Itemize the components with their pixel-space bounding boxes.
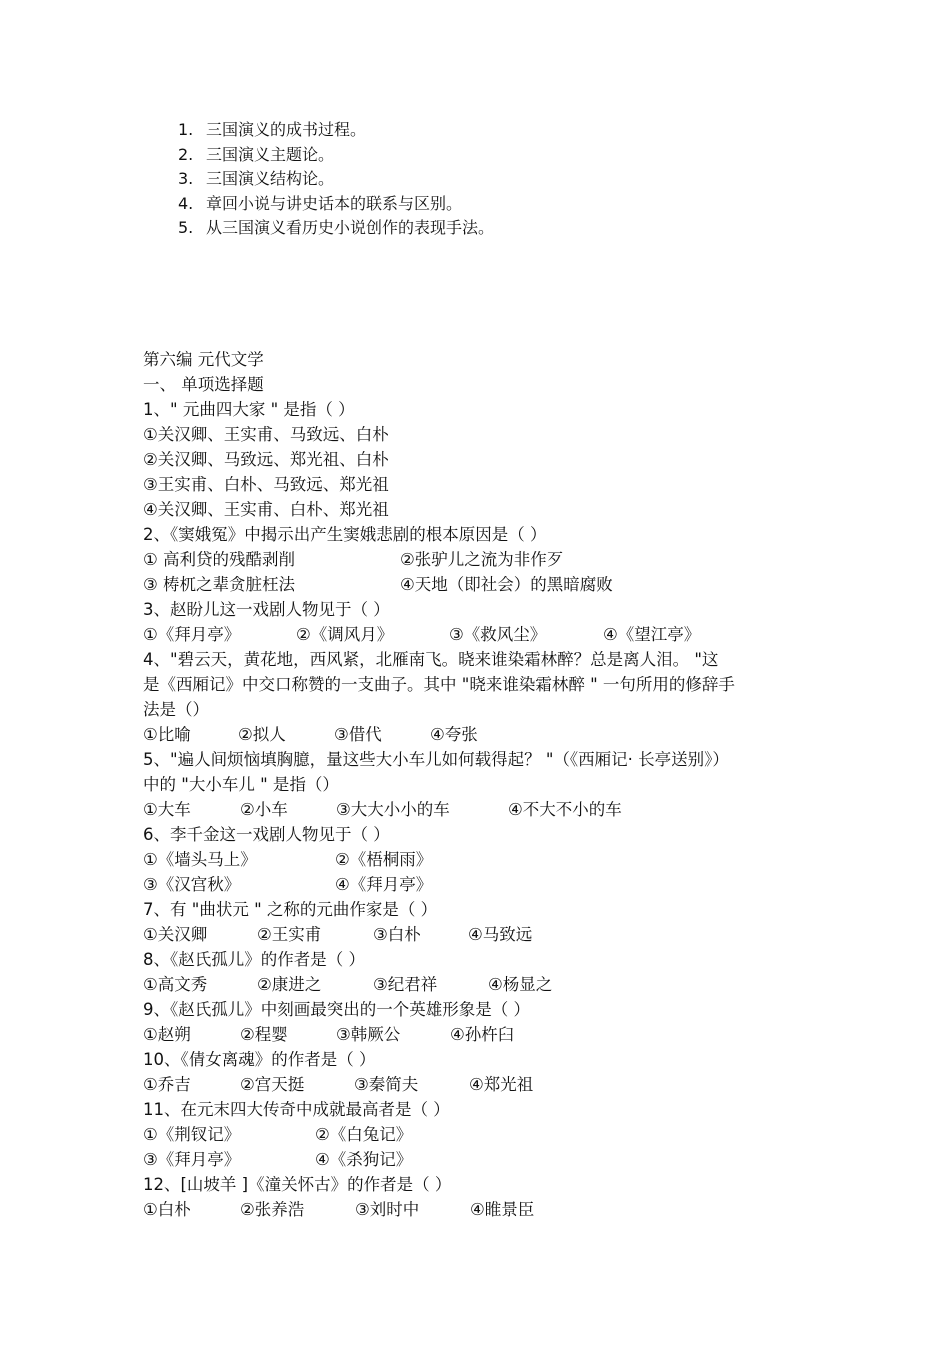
answer-option: ④睢景臣 [470,1200,535,1219]
topic-text: 章回小说与讲史话本的联系与区别。 [206,193,463,213]
answer-option: ④《拜月亭》 [335,875,433,894]
answer-option: ④郑光祖 [469,1075,534,1094]
option-row [143,1022,823,1047]
answer-option: ③ 梼杌之辈贪脏枉法 [143,575,296,594]
answer-option: ① 高利贷的残酷剥削 [143,550,296,569]
option-row [143,1072,823,1097]
answer-option: ④关汉卿、王实甫、白朴、郑光祖 [143,500,389,519]
question-stem-line: 5、"遍人间烦恼填胸臆，量这些大小车儿如何载得起？ "（《西厢记· 长亭送别》） [143,750,729,769]
answer-option: ①《荆钗记》 [143,1125,241,1144]
section-title: 第六编 元代文学 [143,350,264,369]
answer-option: ②张驴儿之流为非作歹 [400,550,564,569]
answer-option: ③《汉宫秋》 [143,875,241,894]
topic-item: 1. 三国演义的成书过程。 [178,120,367,139]
topic-item: 5. 从三国演义看历史小说创作的表现手法。 [178,218,495,237]
option-row [143,922,823,947]
answer-option: ④夸张 [430,725,478,744]
answer-option: ①白朴 [143,1200,191,1219]
option-row [143,872,823,897]
answer-option: ②张养浩 [240,1200,305,1219]
answer-option: ③借代 [334,725,382,744]
discussion-topic-list [178,118,494,241]
answer-option: ③白朴 [373,925,421,944]
answer-option: ②《调风月》 [296,625,394,644]
answer-option: ②关汉卿、马致远、郑光祖、白朴 [143,450,389,469]
answer-option: ③《拜月亭》 [143,1150,241,1169]
chapter-content [143,347,823,1222]
answer-option: ②程婴 [240,1025,288,1044]
option-row [143,847,823,872]
question-stem: 10、《倩女离魂》的作者是（ ） [143,1050,376,1069]
answer-option: ②《梧桐雨》 [335,850,433,869]
option-row [143,622,823,647]
answer-option: ②小车 [240,800,288,819]
answer-option: ③刘时中 [355,1200,420,1219]
question-stem: 7、有 "曲状元 " 之称的元曲作家是（ ） [143,900,438,919]
option-row [143,722,823,747]
answer-option: ④孙杵臼 [450,1025,515,1044]
question-stem-line: 是《西厢记》中交口称赞的一支曲子。其中 "晓来谁染霜林醉 " 一句所用的修辞手 [143,675,735,694]
option-row [143,1197,823,1222]
option-row [143,797,823,822]
answer-option: ②康进之 [257,975,322,994]
topic-item: 2. 三国演义主题论。 [178,144,335,164]
question-stem: 9、《赵氏孤儿》中刻画最突出的一个英雄形象是（ ） [143,1000,530,1019]
answer-option: ①《拜月亭》 [143,625,241,644]
answer-option: ①关汉卿、王实甫、马致远、白朴 [143,425,389,444]
answer-option: ③大大小小的车 [336,800,450,819]
topic-text: 从三国演义看历史小说创作的表现手法。 [206,218,495,237]
answer-option: ②《白兔记》 [315,1125,413,1144]
answer-option: ①高文秀 [143,975,208,994]
answer-option: ①大车 [143,800,191,819]
option-row [143,547,823,572]
answer-option: ②王实甫 [257,925,322,944]
option-row [143,572,823,597]
question-stem: 3、赵盼儿这一戏剧人物见于（ ） [143,600,390,619]
question-stem: 12、[山坡羊 ]《潼关怀古》的作者是（ ） [143,1175,452,1194]
topic-text: 三国演义的成书过程。 [206,120,367,139]
answer-option: ①乔吉 [143,1075,191,1094]
answer-option: ②拟人 [238,725,286,744]
option-row [143,1147,823,1172]
option-row [143,972,823,997]
option-row [143,1122,823,1147]
question-stem-line: 法是（） [143,700,209,719]
answer-option: ①《墙头马上》 [143,850,257,869]
question-stem: 6、李千金这一戏剧人物见于（ ） [143,825,390,844]
answer-option: ④马致远 [468,925,533,944]
question-stem: 2、《窦娥冤》中揭示出产生窦娥悲剧的根本原因是（ ） [143,525,547,544]
question-stem: 1、" 元曲四大家 " 是指（ ） [143,400,355,419]
topic-text: 三国演义主题论。 [206,144,335,164]
answer-option: ①赵朔 [143,1025,191,1044]
answer-option: ②宫天挺 [240,1075,305,1094]
answer-option: ①关汉卿 [143,925,208,944]
answer-option: ④杨显之 [488,975,553,994]
answer-option: ④天地（即社会）的黑暗腐败 [400,575,613,594]
topic-item: 3. 三国演义结构论。 [178,169,335,188]
answer-option: ①比喻 [143,725,191,744]
answer-option: ③纪君祥 [373,975,438,994]
question-stem: 8、《赵氏孤儿》的作者是（ ） [143,950,365,969]
topic-text: 三国演义结构论。 [206,169,335,188]
answer-option: ④《望江亭》 [603,625,701,644]
answer-option: ③《救风尘》 [449,625,547,644]
question-stem-line: 4、"碧云天，黄花地，西风紧，北雁南飞。晓来谁染霜林醉？总是离人泪。 "这 [143,650,719,669]
part-title: 一、 单项选择题 [143,375,264,394]
question-stem: 11、在元末四大传奇中成就最高者是（ ） [143,1100,450,1119]
answer-option: ④《杀狗记》 [315,1150,413,1169]
answer-option: ③韩厥公 [336,1025,401,1044]
answer-option: ③王实甫、白朴、马致远、郑光祖 [143,475,389,494]
answer-option: ③秦简夫 [354,1075,419,1094]
topic-item: 4. 章回小说与讲史话本的联系与区别。 [178,193,463,213]
question-stem-line: 中的 "大小车儿 " 是指（） [143,775,339,794]
answer-option: ④不大不小的车 [508,800,622,819]
